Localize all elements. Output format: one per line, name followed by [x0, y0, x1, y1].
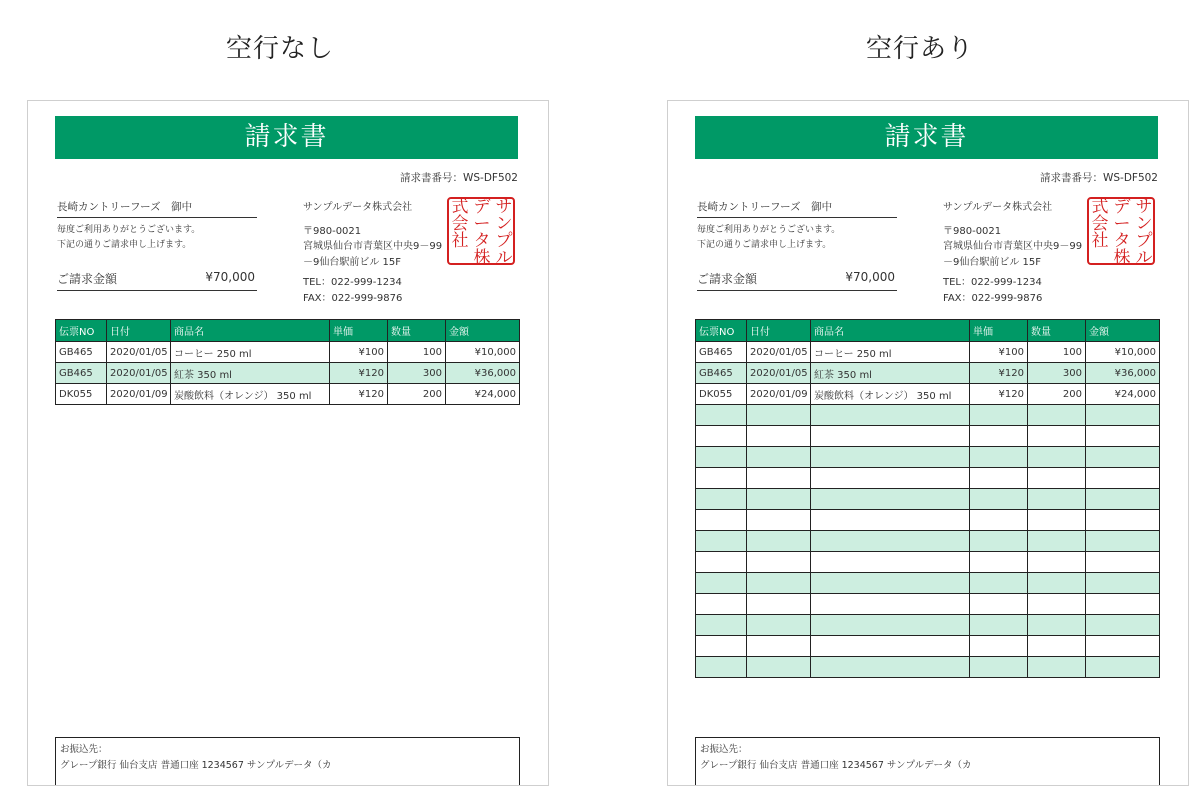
table-cell [1028, 447, 1086, 468]
table-cell [811, 531, 970, 552]
column-header: 商品名 [811, 320, 970, 342]
table-cell [747, 594, 811, 615]
company-seal-stamp [447, 197, 515, 268]
table-row [56, 384, 520, 405]
table-cell: ¥36,000 [446, 363, 520, 384]
table-cell [1028, 489, 1086, 510]
stamp-char: サ [495, 197, 513, 217]
bank-detail: グレープ銀行 仙台支店 普通口座 1234567 サンプルデータ（カ [60, 760, 332, 771]
column-header: 日付 [107, 320, 171, 342]
table-cell: 紅茶 350 ml [811, 363, 970, 384]
table-cell [1086, 489, 1160, 510]
table-row [696, 384, 1160, 405]
table-cell: ¥100 [970, 342, 1028, 363]
company-name: サンプルデータ株式会社 [303, 202, 413, 213]
table-cell: 200 [388, 384, 446, 405]
bank-info [55, 737, 520, 786]
column-header: 金額 [446, 320, 520, 342]
table-cell: ¥10,000 [446, 342, 520, 363]
table-cell [1086, 594, 1160, 615]
table-cell [747, 615, 811, 636]
table-cell: DK055 [696, 384, 747, 405]
table-cell [970, 447, 1028, 468]
table-cell: 100 [1028, 342, 1086, 363]
table-row [696, 426, 1160, 447]
total-label: ご請求金額 [57, 272, 118, 286]
caption-no-blank-rows: 空行なし [225, 34, 334, 64]
table-cell [747, 468, 811, 489]
table-cell [1028, 510, 1086, 531]
invoice-page-with-blank-rows [667, 100, 1189, 786]
table-cell: GB465 [696, 342, 747, 363]
table-cell [1028, 405, 1086, 426]
stamp-column-1 [1133, 199, 1155, 267]
table-row [696, 615, 1160, 636]
table-cell [747, 531, 811, 552]
column-header: 単価 [330, 320, 388, 342]
stamp-column-3 [1089, 199, 1111, 250]
total-amount-row [57, 270, 257, 291]
greeting-line-1: 毎度ご利用ありがとうございます。 [697, 225, 841, 235]
table-cell [1086, 447, 1160, 468]
stamp-column-1 [493, 199, 515, 267]
company-address-1: 宮城県仙台市青葉区中央9－99 [943, 241, 1083, 252]
table-cell [811, 405, 970, 426]
table-cell [811, 489, 970, 510]
table-cell [696, 405, 747, 426]
table-row [56, 363, 520, 384]
total-amount: ¥70,000 [205, 270, 255, 284]
stamp-char: デ [1113, 197, 1131, 217]
greeting-line-2: 下記の通りご請求申し上げます。 [57, 240, 192, 250]
table-cell [970, 531, 1028, 552]
company-fax: FAX：022-999-9876 [303, 293, 403, 304]
table-cell [747, 552, 811, 573]
items-table [55, 319, 520, 405]
table-cell: ¥24,000 [1086, 384, 1160, 405]
table-cell [696, 510, 747, 531]
total-label: ご請求金額 [697, 272, 758, 286]
company-address-1: 宮城県仙台市青葉区中央9－99 [303, 241, 443, 252]
table-cell [1086, 657, 1160, 678]
stamp-char: 株 [1113, 248, 1131, 268]
table-cell [1086, 468, 1160, 489]
stamp-char: ル [1135, 248, 1153, 268]
table-cell: ¥120 [330, 384, 388, 405]
table-cell: ¥120 [970, 363, 1028, 384]
stamp-char: サ [1135, 197, 1153, 217]
customer-name: 長崎カントリーフーズ 御中 [697, 199, 897, 218]
table-cell: 200 [1028, 384, 1086, 405]
table-cell: GB465 [56, 342, 107, 363]
table-cell [811, 594, 970, 615]
table-cell [747, 405, 811, 426]
table-cell: ¥100 [330, 342, 388, 363]
table-cell [970, 573, 1028, 594]
table-cell [970, 510, 1028, 531]
stamp-char: デ [473, 197, 491, 217]
stamp-char: ー [1113, 214, 1131, 234]
stamp-char: タ [473, 231, 491, 251]
greeting-line-1: 毎度ご利用ありがとうございます。 [57, 225, 201, 235]
table-cell [696, 447, 747, 468]
table-cell [970, 615, 1028, 636]
company-zip: 〒980-0021 [303, 226, 362, 237]
table-cell [1028, 426, 1086, 447]
table-cell [1028, 468, 1086, 489]
total-amount-row [697, 270, 897, 291]
table-cell [970, 426, 1028, 447]
stamp-char: ン [495, 214, 513, 234]
table-cell: 炭酸飲料（オレンジ） 350 ml [171, 384, 330, 405]
invoice-page-no-blank-rows [27, 100, 549, 786]
total-amount: ¥70,000 [845, 270, 895, 284]
table-cell [1086, 510, 1160, 531]
stamp-char: 株 [473, 248, 491, 268]
table-cell [970, 405, 1028, 426]
table-cell: ¥36,000 [1086, 363, 1160, 384]
table-cell [1028, 573, 1086, 594]
stamp-char: 会 [1091, 214, 1109, 234]
stamp-char: ン [1135, 214, 1153, 234]
table-header-row [696, 320, 1160, 342]
table-cell [747, 489, 811, 510]
company-tel: TEL：022-999-1234 [303, 277, 402, 288]
table-cell [1086, 426, 1160, 447]
table-cell: 2020/01/05 [747, 342, 811, 363]
stamp-column-2 [1111, 199, 1133, 267]
table-cell: ¥120 [970, 384, 1028, 405]
table-cell [1028, 531, 1086, 552]
table-row [696, 447, 1160, 468]
stamp-char: 社 [451, 231, 469, 251]
column-header: 単価 [970, 320, 1028, 342]
column-header: 伝票NO [696, 320, 747, 342]
table-row [696, 594, 1160, 615]
table-row [696, 468, 1160, 489]
table-row [696, 531, 1160, 552]
stamp-column-2 [471, 199, 493, 267]
customer-name: 長崎カントリーフーズ 御中 [57, 199, 257, 218]
bank-detail: グレープ銀行 仙台支店 普通口座 1234567 サンプルデータ（カ [700, 760, 972, 771]
table-cell [970, 594, 1028, 615]
table-cell: 炭酸飲料（オレンジ） 350 ml [811, 384, 970, 405]
table-header-row [56, 320, 520, 342]
table-cell [747, 636, 811, 657]
greeting-line-2: 下記の通りご請求申し上げます。 [697, 240, 832, 250]
table-cell: GB465 [56, 363, 107, 384]
table-cell [1086, 405, 1160, 426]
invoice-title: 請求書 [695, 116, 1158, 159]
column-header: 数量 [388, 320, 446, 342]
table-cell: 2020/01/05 [107, 363, 171, 384]
stamp-char: 会 [451, 214, 469, 234]
table-cell [1028, 636, 1086, 657]
invoice-number: 請求書番号：WS-DF502 [1039, 172, 1158, 184]
column-header: 商品名 [171, 320, 330, 342]
table-row [56, 342, 520, 363]
table-cell [696, 468, 747, 489]
table-row [696, 573, 1160, 594]
company-seal-stamp [1087, 197, 1155, 268]
table-cell [970, 657, 1028, 678]
stamp-char: ル [495, 248, 513, 268]
caption-with-blank-rows: 空行あり [865, 34, 974, 64]
table-row [696, 552, 1160, 573]
table-cell [747, 447, 811, 468]
table-row [696, 510, 1160, 531]
stamp-char: タ [1113, 231, 1131, 251]
table-cell: ¥10,000 [1086, 342, 1160, 363]
table-cell: 紅茶 350 ml [171, 363, 330, 384]
company-tel: TEL：022-999-1234 [943, 277, 1042, 288]
column-header: 伝票NO [56, 320, 107, 342]
company-fax: FAX：022-999-9876 [943, 293, 1043, 304]
table-cell [696, 594, 747, 615]
stamp-char: 式 [451, 197, 469, 217]
table-cell: DK055 [56, 384, 107, 405]
company-zip: 〒980-0021 [943, 226, 1002, 237]
table-cell [970, 552, 1028, 573]
table-cell [811, 426, 970, 447]
table-cell [696, 426, 747, 447]
table-cell: 2020/01/05 [107, 342, 171, 363]
stamp-column-3 [449, 199, 471, 250]
table-row [696, 489, 1160, 510]
column-header: 金額 [1086, 320, 1160, 342]
table-cell: 300 [388, 363, 446, 384]
table-cell [1086, 615, 1160, 636]
table-cell [696, 552, 747, 573]
column-header: 日付 [747, 320, 811, 342]
table-row [696, 342, 1160, 363]
table-cell [970, 636, 1028, 657]
table-cell: コーヒー 250 ml [811, 342, 970, 363]
table-cell [696, 657, 747, 678]
company-address-2: －9仙台駅前ビル 15F [303, 257, 402, 268]
stamp-char: プ [1135, 231, 1153, 251]
table-row [696, 657, 1160, 678]
stamp-char: プ [495, 231, 513, 251]
table-cell [811, 510, 970, 531]
bank-info [695, 737, 1160, 786]
table-row [696, 405, 1160, 426]
column-header: 数量 [1028, 320, 1086, 342]
table-cell [811, 615, 970, 636]
table-cell: GB465 [696, 363, 747, 384]
table-cell [1028, 594, 1086, 615]
table-cell [696, 573, 747, 594]
invoice-number: 請求書番号：WS-DF502 [399, 172, 518, 184]
company-name: サンプルデータ株式会社 [943, 202, 1053, 213]
table-cell [747, 510, 811, 531]
table-cell [970, 468, 1028, 489]
table-cell: 2020/01/05 [747, 363, 811, 384]
table-cell: コーヒー 250 ml [171, 342, 330, 363]
table-cell [970, 489, 1028, 510]
table-cell [1028, 615, 1086, 636]
table-cell [1028, 657, 1086, 678]
table-cell [747, 573, 811, 594]
table-cell: 2020/01/09 [107, 384, 171, 405]
table-cell [696, 615, 747, 636]
invoice-title: 請求書 [55, 116, 518, 159]
table-cell: 300 [1028, 363, 1086, 384]
bank-label: お振込先： [60, 744, 108, 755]
table-cell [811, 657, 970, 678]
stamp-char: 社 [1091, 231, 1109, 251]
table-cell [747, 657, 811, 678]
table-cell [696, 636, 747, 657]
table-cell [1086, 573, 1160, 594]
table-cell [811, 468, 970, 489]
table-cell [1028, 552, 1086, 573]
table-cell: 2020/01/09 [747, 384, 811, 405]
table-cell [811, 552, 970, 573]
table-cell: ¥120 [330, 363, 388, 384]
company-address-2: －9仙台駅前ビル 15F [943, 257, 1042, 268]
table-cell: 100 [388, 342, 446, 363]
bank-label: お振込先： [700, 744, 748, 755]
table-cell [1086, 552, 1160, 573]
table-cell [1086, 531, 1160, 552]
table-cell [1086, 636, 1160, 657]
table-row [696, 363, 1160, 384]
stamp-char: ー [473, 214, 491, 234]
stamp-char: 式 [1091, 197, 1109, 217]
table-cell [811, 447, 970, 468]
table-cell [811, 636, 970, 657]
table-cell [747, 426, 811, 447]
table-cell [696, 489, 747, 510]
table-cell [696, 531, 747, 552]
table-row [696, 636, 1160, 657]
table-cell: ¥24,000 [446, 384, 520, 405]
table-cell [811, 573, 970, 594]
items-table [695, 319, 1160, 678]
